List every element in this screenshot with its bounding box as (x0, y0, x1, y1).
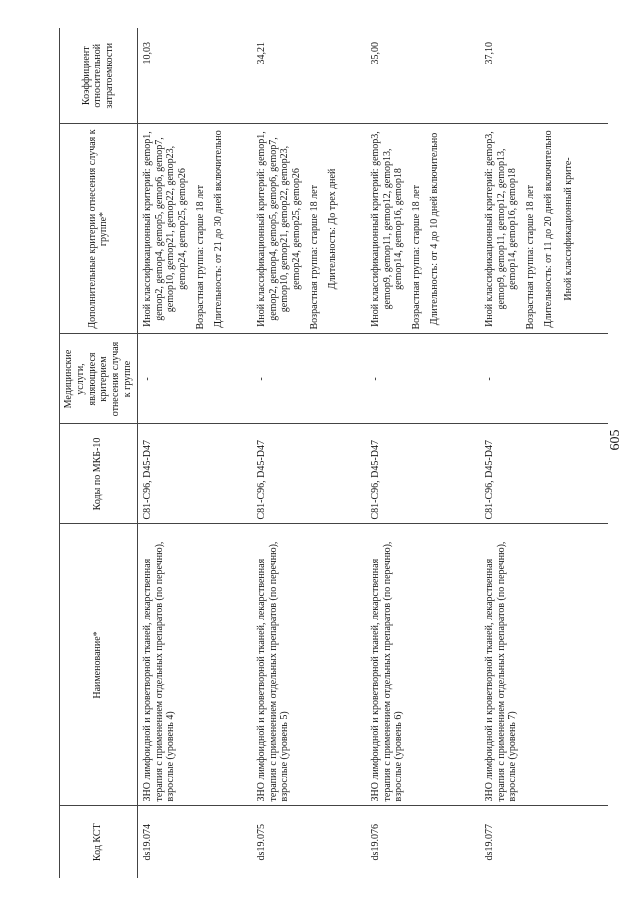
cell-code: ds19.076 (369, 824, 381, 861)
cell-name: ЗНО лимфоидной и кроветворной тканей, лекарственная терапия с применением отдельных препаратов (по перечню), взрослые (уровень 6) (366, 524, 480, 806)
cell-criteria (366, 124, 480, 334)
cell-coef: 34,21 (252, 28, 366, 124)
criteria-classifier: Иной классификационный критерий: gemop1, gemop2, gemop4, gemop5, gemop6, gemop7, gemop10, gemop21, gemop22, gemop23, gemop24, gemop25, gemop26 (255, 131, 303, 327)
cell-services: - (366, 334, 480, 424)
cell-mkb: C81-C96, D45-D47 (480, 424, 608, 524)
criteria-age: Возрастная группа: старше 18 лет (194, 185, 206, 330)
criteria-classifier: Иной классификационный критерий: gemop3, gemop9, gemop11, gemop12, gemop13, gemop14, gemop16, gemop18 (369, 131, 405, 327)
criteria-classifier: Иной классификационный критерий: gemop3, gemop9, gemop11, gemop12, gemop13, gemop14, gemop16, gemop18 (483, 131, 519, 327)
table-row (366, 28, 480, 878)
criteria-age: Возрастная группа: старше 18 лет (308, 185, 320, 330)
header-code: Код КСТ (60, 806, 138, 878)
table-row (137, 28, 252, 878)
cell-services: - (252, 334, 366, 424)
header-mkb: Коды по МКБ-10 (60, 424, 138, 524)
criteria-trailing: Иной классификационный крите- (562, 157, 574, 301)
cell-criteria (137, 124, 252, 334)
criteria-classifier: Иной классификационный критерий: gemop1, gemop2, gemop4, gemop5, gemop6, gemop7, gemop10, gemop21, gemop22, gemop23, gemop24, gemop25, gemop26 (141, 131, 189, 327)
criteria-duration: Длительность: от 4 до 10 дней включительно (428, 132, 440, 326)
cell-mkb: C81-C96, D45-D47 (366, 424, 480, 524)
cell-criteria (480, 124, 608, 334)
cell-coef: 35,00 (366, 28, 480, 124)
header-services: Медицинские услуги, являющиеся критерием отнесения случая к группе (60, 334, 138, 424)
cell-name: ЗНО лимфоидной и кроветворной тканей, лекарственная терапия с применением отдельных препаратов (по перечню), взрослые (уровень 5) (252, 524, 366, 806)
ksg-table (59, 28, 608, 878)
criteria-duration: Длительность: До трех дней (326, 168, 338, 290)
criteria-age: Возрастная группа: старше 18 лет (411, 185, 423, 330)
cell-code: ds19.075 (255, 824, 267, 861)
criteria-duration: Длительность: от 11 до 20 дней включительно (542, 130, 554, 328)
rotated-table-page (59, 28, 589, 878)
cell-mkb: C81-C96, D45-D47 (137, 424, 252, 524)
cell-services: - (137, 334, 252, 424)
cell-criteria (252, 124, 366, 334)
header-coef: Коэффициент относительной затратоемкости (60, 28, 138, 124)
header-name: Наименование* (60, 524, 138, 806)
table-row (480, 28, 608, 878)
header-criteria: Дополнительные критерии отнесения случая к группе* (60, 124, 138, 334)
cell-services: - (480, 334, 608, 424)
cell-coef: 37,10 (480, 28, 608, 124)
table-header-row (60, 28, 138, 878)
cell-name: ЗНО лимфоидной и кроветворной тканей, лекарственная терапия с применением отдельных препаратов (по перечню), взрослые (уровень 7) (480, 524, 608, 806)
page-number: 605 (608, 429, 623, 451)
cell-coef: 10,03 (137, 28, 252, 124)
criteria-age: Возрастная группа: старше 18 лет (525, 185, 537, 330)
cell-code: ds19.077 (483, 824, 495, 861)
cell-code: ds19.074 (141, 824, 153, 861)
table-row (252, 28, 366, 878)
criteria-duration: Длительность: от 21 до 30 дней включительно (212, 130, 224, 328)
cell-name: ЗНО лимфоидной и кроветворной тканей, лекарственная терапия с применением отдельных препаратов (по перечню), взрослые (уровень 4) (137, 524, 252, 806)
cell-mkb: C81-C96, D45-D47 (252, 424, 366, 524)
